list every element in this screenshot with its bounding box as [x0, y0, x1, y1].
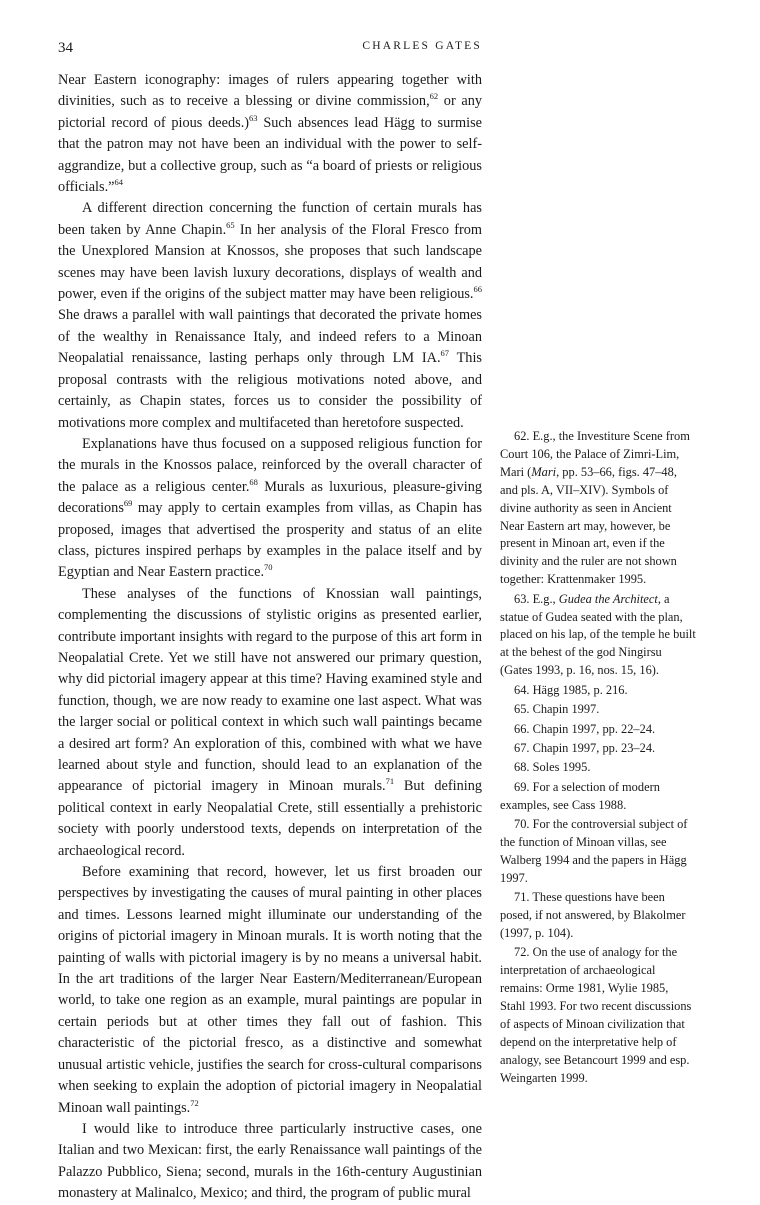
footnote [500, 591, 696, 681]
text-run: Such absences lead Hägg to surmise that the patron may not have been an individual with the power to self-aggrandize, but a collective group, such as “a board of priests or religious officials.” [58, 114, 482, 196]
text-run: Explanations have thus focused on a supposed religious function for the murals in the Knossos palace, reinforced by the overall character of the palace as a religious center. [58, 435, 482, 495]
footnote [500, 944, 696, 1087]
body-paragraph [58, 862, 482, 1119]
text-run: She draws a parallel with wall paintings that decorated the private homes of the wealthy in Renaissance Italy, and indeed refers to a Minoan Neopalatial renaissance, lasting perhaps only through LM IA. [58, 307, 482, 367]
italic-title: Mari [531, 464, 557, 479]
text-run: I would like to introduce three particularly instructive cases, one Italian and two Mexican: first, the early Renaissance wall paintings of the Palazzo Pubblico, Siena; second, murals in the 16th-century Augustinian monastery at Malinalco, Mexico; and third, the program of public mural [58, 1120, 482, 1202]
italic-title: Gudea the Architect [558, 591, 658, 606]
body-paragraph [58, 70, 482, 198]
body-paragraph [58, 1119, 482, 1205]
text-run: , pp. 53–66, figs. 47–48, and pls. A, VII–XIV). Symbols of divine authority as seen in Ancient Near Eastern art may, however, be present in Minoan art, even if the divinity and the ruler are not shown together: Krattenmaker 1995. [500, 464, 677, 587]
body-paragraph [58, 434, 482, 584]
body-paragraph [58, 584, 482, 862]
footnote [500, 721, 696, 739]
footnote-ref: 69 [123, 498, 133, 509]
text-run: 64. Hägg 1985, p. 216. [514, 682, 628, 697]
text-run: These analyses of the functions of Knossian wall paintings, complementing the discussions of stylistic origins as presented earlier, contribute important insights with regard to the purpose of this art form in Neopalatial Crete. Yet we still have not answered our primary question, why did pictorial imagery appear at this time? Having examined style and function, though, we are now ready to examine one last aspect. What was the larger social or political context in which such wall paintings became a desired art form? An exploration of this, combined with what we have learned about style and function, should lead to an explanation of the appearance of pictorial imagery in Minoan murals. [58, 585, 482, 795]
footnote [500, 779, 696, 815]
text-run: 70. For the controversial subject of the function of Minoan villas, see Walberg 1994 and the papers in Hägg 1997. [500, 817, 688, 885]
text-run: 63. E.g., [514, 591, 559, 606]
text-run: 66. Chapin 1997, pp. 22–24. [514, 721, 656, 736]
text-run: Before examining that record, however, let us first broaden our perspectives by investigating the causes of mural painting in other places and times. Lessons learned might illuminate our understanding of the origins of pictorial imagery in Minoan murals. It is worth noting that the painting of walls with pictorial imagery is by no means a universal habit. In the art traditions of the larger Near Eastern/Mediterranean/European world, to take one region as an example, mural paintings are popular in certain periods but at other times they fall out of fashion. This characteristic of the pictorial fresco, as a distinctive and somewhat unusual artistic vehicle, justifies the search for cross-cultural comparisons when seeking to explain the adoption of pictorial imagery in Neopalatial Minoan wall paintings. [58, 864, 482, 1116]
footnote-ref: 64 [114, 177, 124, 188]
text-run: This proposal contrasts with the religious motivations noted above, and certainly, as Chapin states, forces us to consider the possibility of motivations more complex and multifaceted than heretofore suspected. [58, 350, 482, 431]
main-text-column [58, 70, 482, 1205]
text-run: 68. Soles 1995. [514, 760, 591, 775]
text-run: 71. These questions have been posed, if not answered, by Blakolmer (1997, p. 104). [500, 890, 686, 940]
text-run: 72. On the use of analogy for the interpretation of archaeological remains: Orme 1981, Wylie 1985, Stahl 1993. For two recent discussions of aspects of Minoan civilization that depend on the interpretative help of analogy, see Betancourt 1999 and esp. Weingarten 1999. [500, 945, 692, 1085]
footnote [500, 701, 696, 719]
running-head: CHARLES GATES [362, 40, 482, 52]
text-run: 62. E.g., the Investiture Scene from Court 106, the Palace of Zimri-Lim, Mari ( [500, 429, 690, 479]
footnote [500, 740, 696, 758]
body-paragraph [58, 198, 482, 433]
footnote-ref: 70 [264, 562, 273, 573]
text-run: Near Eastern iconography: images of rulers appearing together with divinities, such as to receive a blessing or divine commission, [58, 72, 482, 110]
footnote-ref: 63 [249, 112, 258, 123]
footnote [500, 428, 696, 589]
text-run: may apply to certain examples from villas, as Chapin has proposed, images that advertised the prosperity and status of an elite class, pictures inspired perhaps by examples in the palace itself and by Egyptian and Near Eastern practice. [58, 500, 482, 581]
footnote-ref: 66 [473, 284, 482, 295]
footnote-ref: 71 [385, 776, 395, 787]
text-run: In her analysis of the Floral Fresco from the Unexplored Mansion at Knossos, she proposes that such landscape scenes may have been lavish luxury decorations, displays of wealth and power, even if the origins of the subject matter may have been religious. [58, 221, 482, 303]
text-run: Murals as luxurious, pleasure-giving decorations [58, 478, 482, 517]
footnote-ref: 72 [190, 1097, 199, 1108]
footnote [500, 759, 696, 777]
footnote-ref: 62 [429, 91, 439, 102]
footnote-ref: 65 [226, 219, 235, 230]
footnote-ref: 67 [440, 348, 450, 359]
footnote [500, 682, 696, 700]
footnote [500, 889, 696, 943]
text-run: , a statue of Gudea seated with the plan, placed on his lap, of the temple he built at the behest of the god Ningirsu (Gates 1993, p. 16, nos. 15, 16). [500, 591, 696, 678]
text-run: 65. Chapin 1997. [514, 702, 600, 717]
text-run: 67. Chapin 1997, pp. 23–24. [514, 740, 656, 755]
footnotes-column [500, 428, 696, 1089]
text-run: A different direction concerning the function of certain murals has been taken by Anne Chapin. [58, 200, 482, 238]
text-run: But defining political context in early Neopalatial Crete, still essentially a prehistoric society with poorly understood texts, depends on interpretation of the archaeological record. [58, 778, 483, 859]
text-run: 69. For a selection of modern examples, see Cass 1988. [500, 779, 660, 812]
footnote [500, 816, 696, 888]
text-run: or any pictorial record of pious deeds.) [58, 93, 483, 131]
page-number: 34 [58, 40, 73, 56]
footnote-ref: 68 [249, 476, 258, 487]
